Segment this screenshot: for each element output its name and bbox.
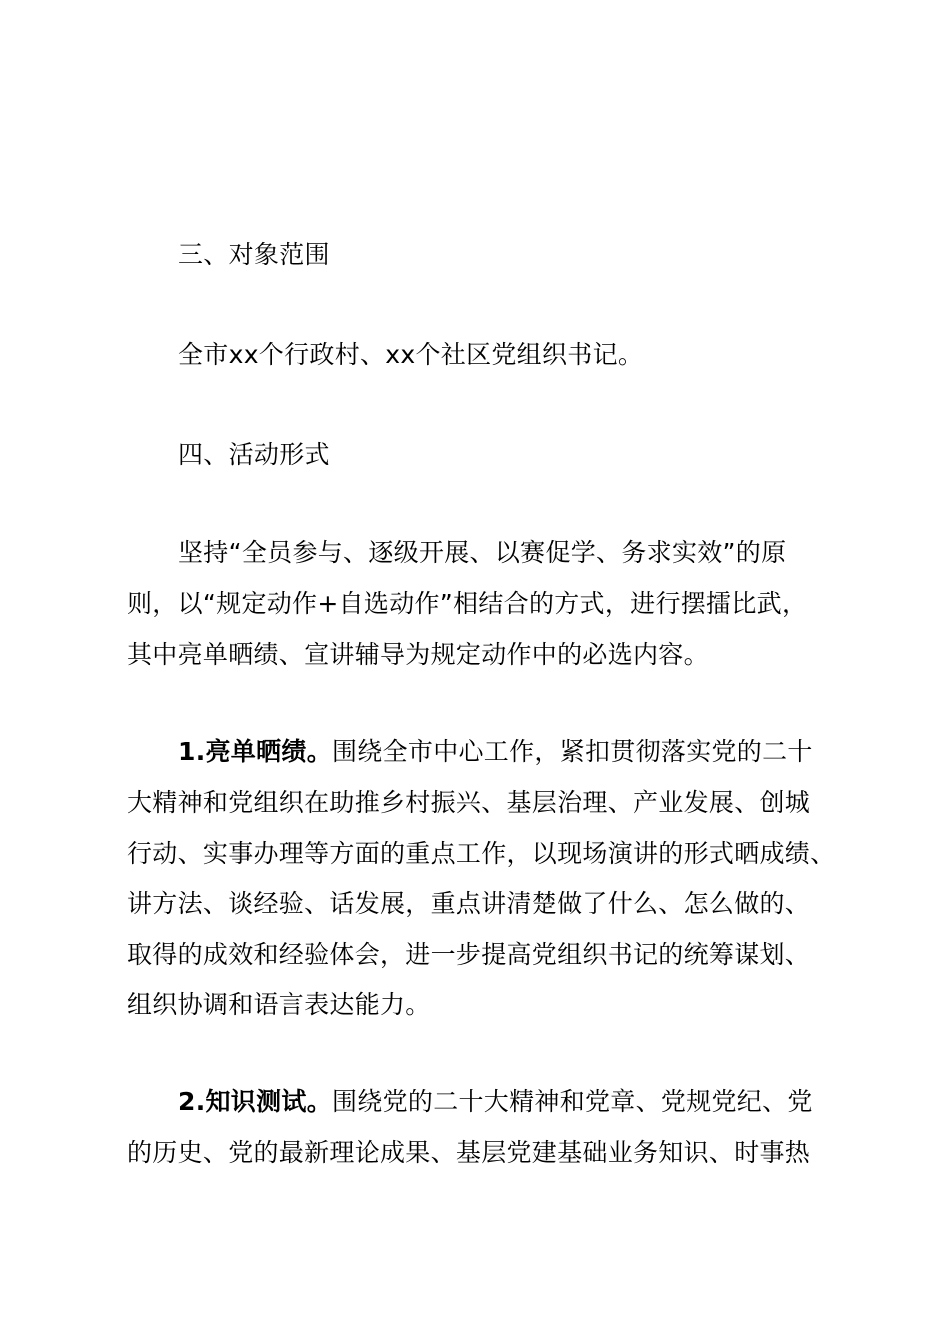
item2-line: 的历史、党的最新理论成果、基层党建基础业务知识、时事热 [127,1138,811,1167]
item1-title: 1.亮单晒绩。 [178,737,332,766]
item1-line: 组织协调和语言表达能力。 [127,990,431,1019]
paragraph-intro-line: 则，以“规定动作+自选动作”相结合的方式，进行摆擂比武， [127,589,808,618]
section-body-target-scope: 全市xx个行政村、xx个社区党组织书记。 [178,340,644,369]
paragraph-intro-line: 坚持“全员参与、逐级开展、以赛促学、务求实效”的原 [178,538,787,567]
item1-line: 取得的成效和经验体会，进一步提高党组织书记的统筹谋划、 [127,940,811,969]
item1-line: 大精神和党组织在助推乡村振兴、基层治理、产业发展、创城 [127,788,811,817]
item1-line: 讲方法、谈经验、话发展，重点讲清楚做了什么、怎么做的、 [127,889,811,918]
paragraph-intro-line: 其中亮单晒绩、宣讲辅导为规定动作中的必选内容。 [127,640,709,669]
item2-title: 2.知识测试。 [178,1087,332,1116]
section-heading-target-scope: 三、对象范围 [178,240,330,269]
section-heading-activity-format: 四、活动形式 [178,440,330,469]
item2-first-line [178,1087,813,1117]
item1-first-line [178,737,813,767]
item2-text: 围绕党的二十大精神和党章、党规党纪、党 [332,1087,813,1116]
item1-text: 围绕全市中心工作，紧扣贯彻落实党的二十 [332,737,813,766]
item1-line: 行动、实事办理等方面的重点工作，以现场演讲的形式晒成绩、 [127,839,836,868]
